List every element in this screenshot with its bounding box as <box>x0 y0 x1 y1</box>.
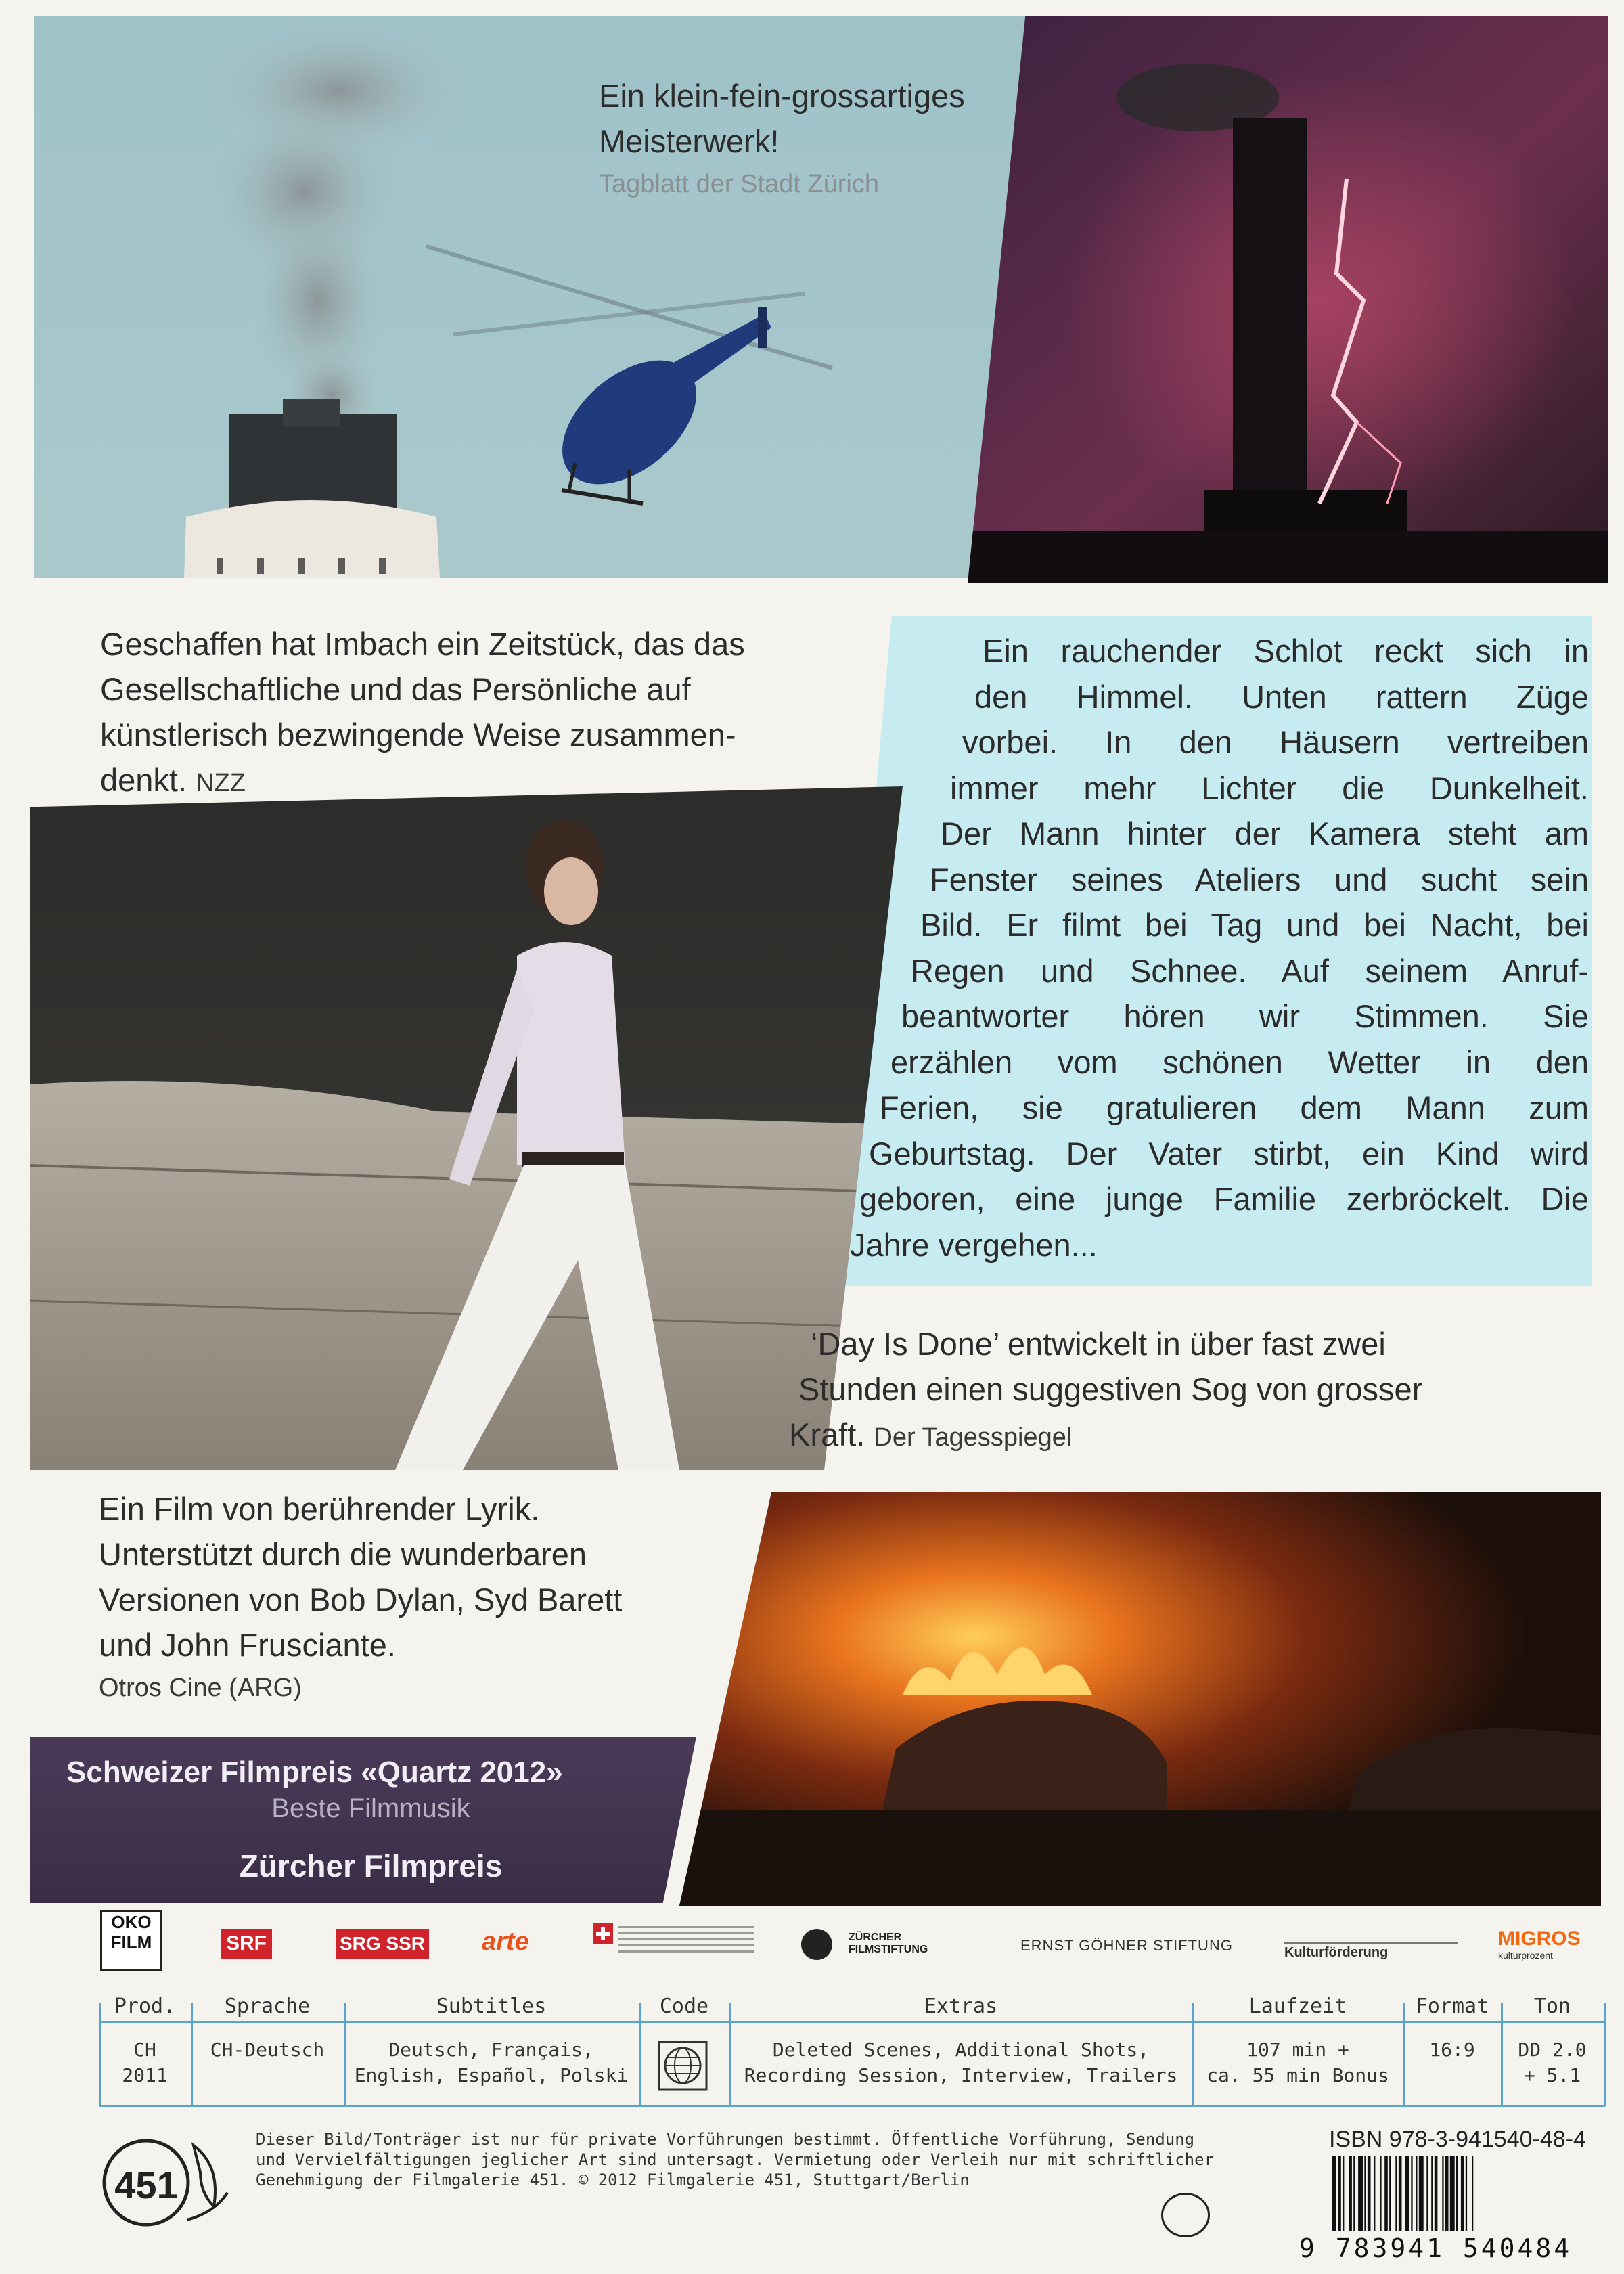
quote-tagesspiegel <box>789 1321 1423 1461</box>
barcode-digits: 9 783941 540484 <box>1299 2233 1573 2263</box>
barcode-bar <box>1380 2156 1381 2231</box>
barcode-bar <box>1389 2156 1391 2231</box>
spec-value: 2011 <box>122 2064 168 2087</box>
spec-cell-extras <box>729 2037 1192 2089</box>
spec-value: English, Español, Polski <box>354 2064 629 2087</box>
spec-cell-format <box>1403 2037 1501 2063</box>
synopsis-line: den Himmel. Unten rattern Züge <box>974 678 1589 715</box>
publisher-logo-text: 451 <box>114 2164 178 2206</box>
filmgalerie-451-logo <box>99 2132 234 2233</box>
logo-text: kulturprozent <box>1498 1950 1553 1961</box>
barcode-bar <box>1399 2156 1402 2231</box>
logo-text: FILMSTIFTUNG <box>849 1944 928 1955</box>
barcode-bar <box>1405 2156 1409 2231</box>
spec-value: 107 min + <box>1246 2038 1349 2061</box>
barcode-bar <box>1332 2156 1336 2231</box>
arte-logo: arte <box>482 1927 529 1956</box>
barcode-bar <box>1435 2156 1438 2231</box>
spec-cell-subtitles <box>344 2037 639 2089</box>
spec-cell-prod <box>99 2037 191 2089</box>
legal-line: Genehmigung der Filmgalerie 451. © 2012 Filmgalerie 451, Stuttgart/Berlin <box>256 2170 970 2189</box>
synopsis-line: Ein rauchender Schlot reckt sich in <box>983 633 1589 669</box>
barcode-bar <box>1456 2156 1458 2231</box>
spec-value: Deleted Scenes, Additional Shots, <box>772 2038 1150 2061</box>
quote-text-line: ‘Day Is Done’ entwickelt in über fast zwei <box>811 1326 1386 1362</box>
isbn-text: ISBN 978-3-941540-48-4 <box>1329 2126 1586 2152</box>
spec-cell-laufzeit <box>1192 2037 1403 2089</box>
barcode-bar <box>1349 2156 1352 2231</box>
spec-header-laufzeit: Laufzeit <box>1248 1994 1347 2018</box>
quote-text-line: Meisterwerk! <box>599 123 780 159</box>
quote-nzz <box>100 621 745 806</box>
barcode-bar <box>1411 2156 1412 2231</box>
spec-header-extras: Extras <box>924 1994 998 2018</box>
barcode-bar <box>1374 2156 1375 2231</box>
synopsis-line: geboren, eine junge Familie zerbröckelt. Die <box>859 1181 1589 1217</box>
synopsis-line: Fenster seines Ateliers und sucht sein <box>930 861 1589 897</box>
barcode-bar <box>1466 2156 1467 2231</box>
award-quartz: Schweizer Filmpreis «Quartz 2012» <box>66 1756 563 1789</box>
photo-woman-walking <box>30 786 903 1470</box>
pathe-logo-icon <box>1161 2193 1210 2237</box>
spec-value: DD 2.0 <box>1518 2038 1587 2061</box>
quote-text-line: denkt. <box>100 762 187 798</box>
srg-ssr-logo: SRG SSR <box>336 1929 429 1959</box>
barcode-bar <box>1442 2156 1443 2231</box>
quote-source: Tagblatt der Stadt Zürich <box>599 170 879 198</box>
quote-text-line: und John Frusciante. <box>99 1627 396 1663</box>
zurcher-filmstiftung-logo <box>849 1932 928 1956</box>
synopsis-line: Jahre vergehen... <box>850 1226 1098 1263</box>
photo-lightning-tower <box>968 16 1608 583</box>
synopsis-line: Bild. Er filmt bei Tag und bei Nacht, bei <box>920 907 1589 943</box>
award-zurich: Zürcher Filmpreis <box>239 1848 503 1883</box>
barcode-bar <box>1395 2156 1397 2231</box>
barcode-bar <box>1450 2156 1455 2231</box>
quote-source: NZZ <box>196 769 246 797</box>
spec-header-format: Format <box>1415 1994 1489 2018</box>
synopsis-line: beantworter hören wir Stimmen. Sie <box>901 998 1589 1034</box>
ernst-gohner-logo: ERNST GÖHNER STIFTUNG <box>1020 1937 1233 1954</box>
synopsis-line: immer mehr Lichter die Dunkelheit. <box>950 770 1589 806</box>
spec-value: CH-Deutsch <box>210 2038 325 2061</box>
quote-otros-cine <box>99 1486 622 1708</box>
kulturforderung-logo: Kulturförderung <box>1284 1945 1389 1960</box>
barcode-bar <box>1353 2156 1355 2231</box>
legal-line: Dieser Bild/Tonträger ist nur für private Vorführungen bestimmt. Öffentliche Vorführung, Sendung <box>256 2130 1195 2149</box>
spec-value: 16:9 <box>1429 2038 1475 2061</box>
synopsis-line: vorbei. In den Häusern vertreiben <box>962 724 1589 760</box>
synopsis-line: Der Mann hinter der Kamera steht am <box>941 816 1589 851</box>
quote-tagblatt <box>599 73 965 204</box>
spec-value: CH <box>133 2038 156 2061</box>
quote-text-line: Versionen von Bob Dylan, Syd Barett <box>99 1582 623 1618</box>
migros-logo <box>1498 1927 1581 1960</box>
barcode-bar <box>1419 2156 1424 2231</box>
quote-text-line: Ein klein-fein-grossartiges <box>599 78 965 114</box>
photo-burning-car <box>679 1492 1601 1906</box>
spec-cell-ton <box>1501 2037 1604 2089</box>
quote-source: Otros Cine (ARG) <box>99 1674 302 1702</box>
barcode-bar <box>1431 2156 1433 2231</box>
legal-notice <box>256 2129 1298 2190</box>
barcode-bar <box>1364 2156 1366 2231</box>
barcode-bar <box>1384 2156 1388 2231</box>
spec-value: + 5.1 <box>1523 2064 1581 2087</box>
quote-text-line: Geschaffen hat Imbach ein Zeitstück, das das <box>100 626 745 662</box>
logo-text: OKO <box>111 1912 152 1932</box>
barcode-bar <box>1472 2156 1473 2231</box>
swiss-flag-icon <box>593 1923 613 1944</box>
legal-line: und Vervielfältigungen jeglicher Art sind untersagt. Vermietung oder Verleih nur mit schriftlicher <box>256 2150 1215 2169</box>
federal-office-logo <box>618 1926 754 1953</box>
kultur-logo-graphic <box>1284 1922 1458 1944</box>
barcode-bar <box>1416 2156 1417 2231</box>
quote-text-line: Unterstützt durch die wunderbaren <box>99 1536 587 1572</box>
spec-header-subtitles: Subtitles <box>436 1994 547 2018</box>
synopsis-line: Geburtstag. Der Vater stirbt, ein Kind wird <box>869 1135 1589 1172</box>
spec-value: ca. 55 min Bonus <box>1206 2064 1389 2087</box>
spec-header-prod: Prod. <box>114 1994 176 2018</box>
region-code-globe-icon <box>657 2040 708 2091</box>
filmstiftung-icon <box>801 1929 832 1960</box>
synopsis-line: Ferien, sie gratulieren dem Mann zum <box>880 1090 1589 1125</box>
table-divider <box>1604 2003 1606 2106</box>
oko-film-logo <box>100 1910 162 1971</box>
barcode-bar <box>1368 2156 1371 2231</box>
barcode-bar <box>1338 2156 1341 2231</box>
synopsis-line: Regen und Schnee. Auf seinem Anruf- <box>911 952 1589 989</box>
spec-header-code: Code <box>659 1994 709 2018</box>
barcode-bar <box>1445 2156 1449 2231</box>
spec-header-ton: Ton <box>1533 1994 1571 2018</box>
logo-text: FILM <box>110 1932 152 1953</box>
logo-text: ZÜRCHER <box>849 1932 902 1943</box>
quote-text-line: Gesellschaftliche und das Persönliche auf <box>100 671 691 707</box>
quote-text-line: Kraft. <box>789 1417 865 1452</box>
barcode-bar <box>1461 2156 1464 2231</box>
spec-value: Deutsch, Français, <box>388 2038 594 2061</box>
spec-cell-sprache <box>191 2037 344 2063</box>
quote-source: Der Tagesspiegel <box>874 1423 1073 1452</box>
barcode-bar <box>1426 2156 1428 2231</box>
barcode-bar <box>1358 2156 1363 2231</box>
spec-table-bottom-rule <box>99 2105 1605 2107</box>
spec-header-sprache: Sprache <box>224 1994 311 2018</box>
quote-text-line: Ein Film von berührender Lyrik. <box>99 1491 540 1527</box>
logo-text: MIGROS <box>1498 1927 1581 1950</box>
spec-value: Recording Session, Interview, Trailers <box>744 2064 1178 2087</box>
quote-text-line: Stunden einen suggestiven Sog von grosser <box>798 1371 1423 1407</box>
quote-text-line: künstlerisch bezwingende Weise zusammen- <box>100 717 736 753</box>
synopsis-line: erzählen vom schönen Wetter in den <box>890 1044 1589 1080</box>
award-category: Beste Filmmusik <box>271 1793 470 1823</box>
barcode-bar <box>1343 2156 1344 2231</box>
srf-logo: SRF <box>221 1929 272 1959</box>
